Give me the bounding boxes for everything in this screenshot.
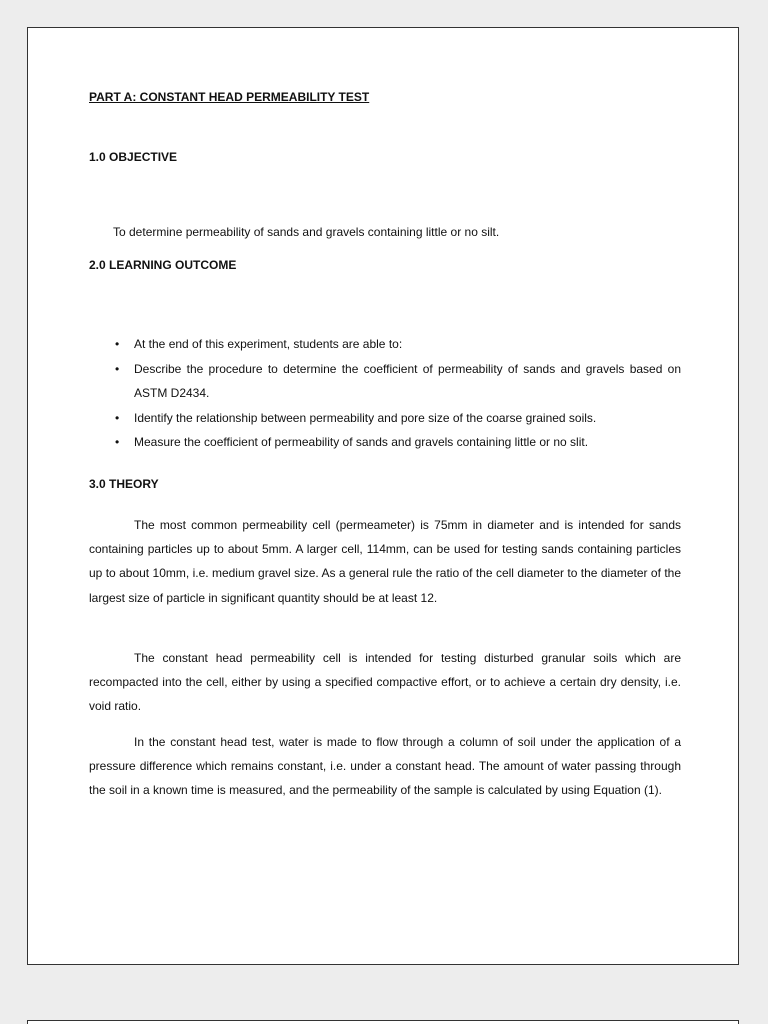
theory-heading: 3.0 THEORY: [89, 477, 159, 491]
bullet-icon: •: [115, 337, 120, 351]
list-item: [89, 430, 681, 455]
bullet-icon: •: [115, 361, 120, 376]
learning-outcome-list: [89, 332, 681, 455]
list-item: [89, 406, 681, 431]
part-title: PART A: CONSTANT HEAD PERMEABILITY TEST: [89, 90, 370, 104]
theory-paragraph: The constant head permeability cell is intended for testing disturbed granular soils which are recompacted into the cell, either by using a specified compactive effort, or to achieve a certain dry density, i.e. void ratio.: [89, 651, 681, 714]
list-item-text: Measure the coefficient of permeability of sands and gravels containing little or no slit.: [134, 435, 589, 449]
learning-outcome-heading: 2.0 LEARNING OUTCOME: [89, 258, 237, 272]
list-item: [89, 332, 681, 357]
bullet-icon: •: [115, 410, 120, 425]
document-page: [27, 27, 739, 965]
objective-heading: 1.0 OBJECTIVE: [89, 150, 178, 164]
objective-text: To determine permeability of sands and gravels containing little or no silt.: [113, 225, 500, 239]
bullet-icon: •: [115, 435, 120, 449]
list-item-text: At the end of this experiment, students are able to:: [134, 337, 403, 351]
theory-paragraph: The most common permeability cell (permeameter) is 75mm in diameter and is intended for sands containing particles up to about 5mm. A larger cell, 114mm, can be used for testing sands containing particles up to about 10mm, i.e. medium gravel size. As a general rule the ratio of the cell diameter to the diameter of the largest size of particle in significant quantity should be at least 12.: [89, 518, 681, 605]
theory-paragraph: In the constant head test, water is made to flow through a column of soil under the application of a pressure difference which remains constant, i.e. under a constant head. The amount of water passing through the soil in a known time is measured, and the permeability of the sample is calculated by using Equation (1).: [89, 735, 681, 798]
list-item-text: Identify the relationship between permeability and pore size of the coarse grained soils.: [134, 410, 597, 425]
list-item-text: Describe the procedure to determine the coefficient of permeability of sands and gravels based on ASTM D2434.: [134, 361, 681, 400]
next-page-edge: [27, 1020, 739, 1024]
list-item: [89, 357, 681, 406]
